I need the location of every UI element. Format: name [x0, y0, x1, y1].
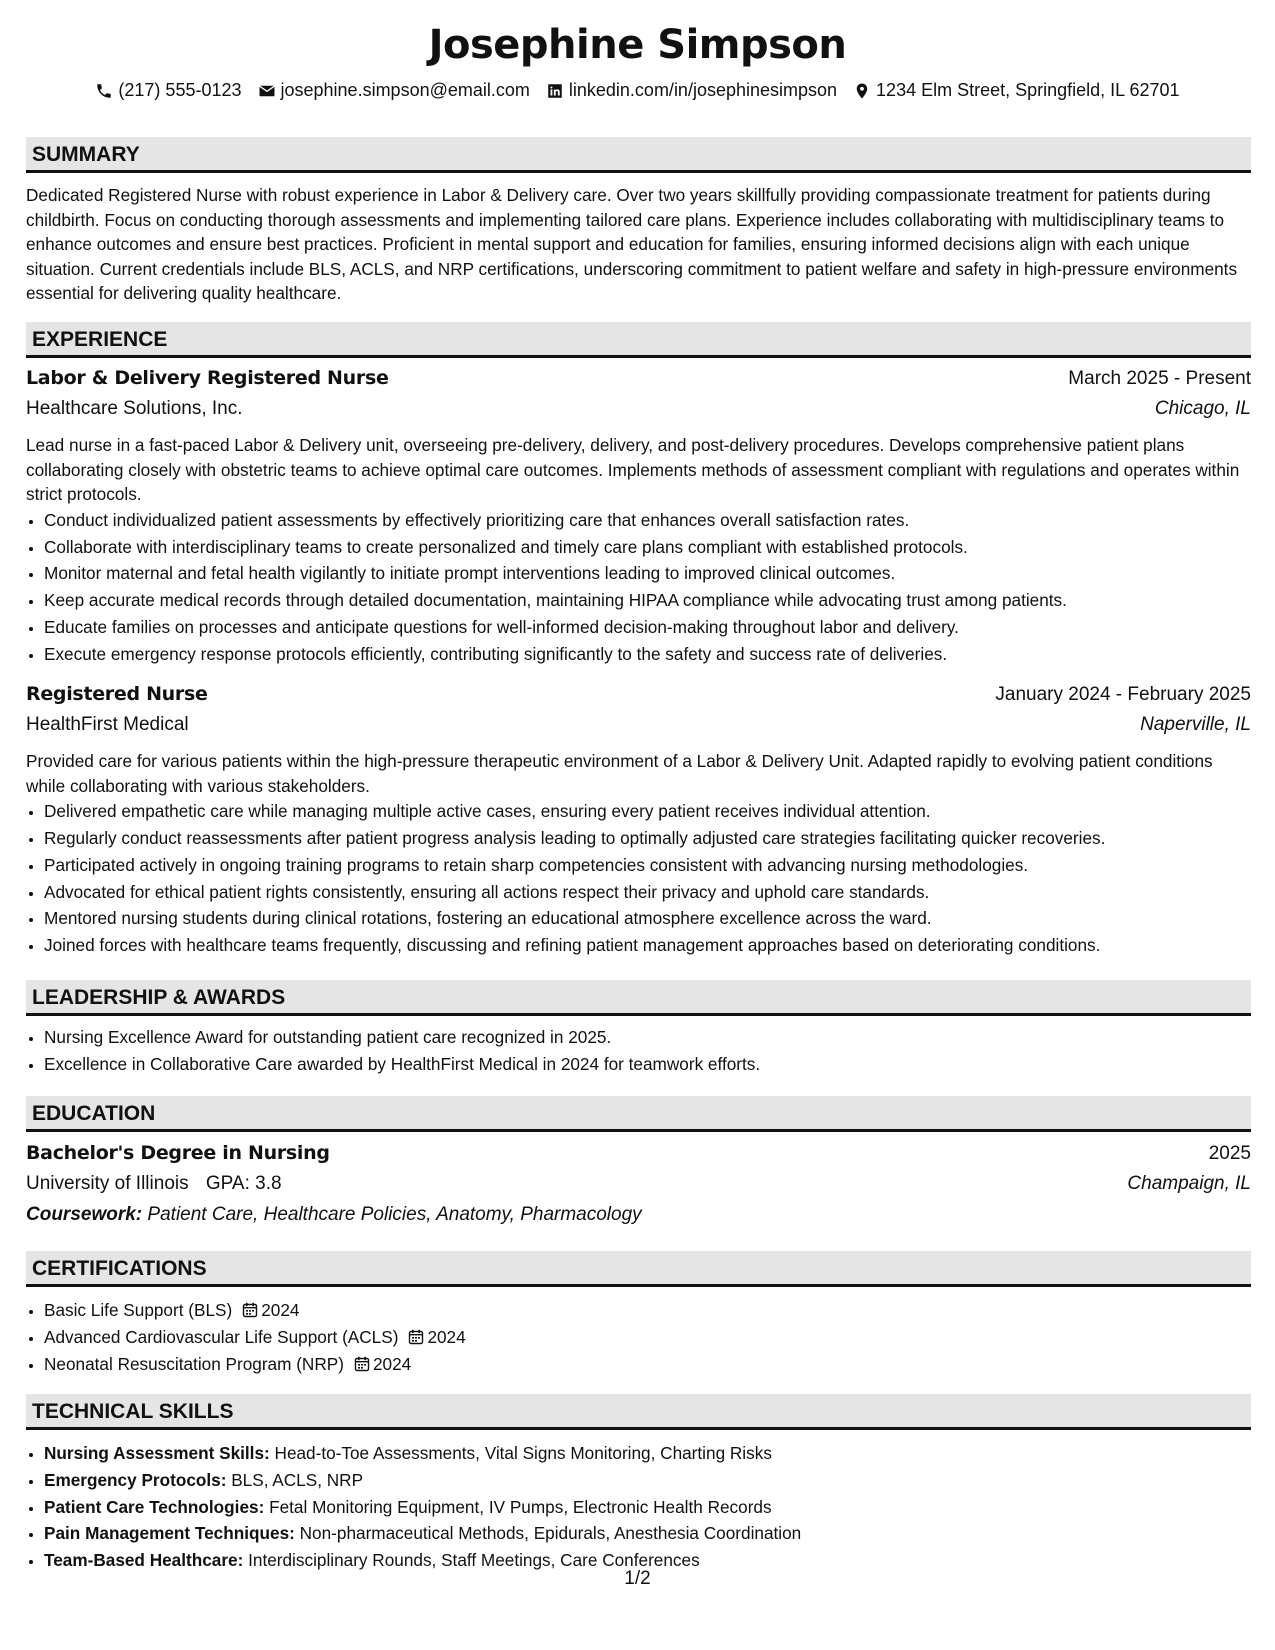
- skill-value: Non-pharmaceutical Methods, Epidurals, Anesthesia Coordination: [299, 1523, 802, 1544]
- phone-icon: [95, 82, 113, 100]
- leadership-section: [26, 1024, 1251, 1078]
- certification-year: 2024: [427, 1326, 466, 1347]
- job-bullet: • Mentored nursing students during clinical rotations, fostering an educational atmosphere excellence across the ward.: [44, 905, 1251, 932]
- graduation-year: 2025: [1208, 1143, 1251, 1164]
- skill-label: Emergency Protocols:: [44, 1469, 227, 1490]
- school-location: Champaign, IL: [1127, 1173, 1251, 1194]
- skill-label: Team-Based Healthcare:: [44, 1550, 244, 1571]
- contact-bar: [0, 80, 1275, 101]
- education-heading: EDUCATION: [26, 1096, 1251, 1132]
- job-bullet: • Execute emergency response protocols efficiently, contributing significantly to the safety and success rate of deliveries.: [44, 641, 1251, 668]
- contact-phone-text: (217) 555-0123: [118, 80, 242, 100]
- gpa: GPA: 3.8: [205, 1173, 282, 1194]
- certification-year: 2024: [261, 1300, 300, 1320]
- page-number: 1/2: [624, 1568, 651, 1589]
- leadership-heading: LEADERSHIP & AWARDS: [26, 980, 1251, 1016]
- job-entry: [26, 683, 1251, 959]
- contact-phone[interactable]: [95, 80, 241, 101]
- calendar-icon: [354, 1353, 370, 1369]
- certification-name: Neonatal Resuscitation Program (NRP): [44, 1353, 344, 1374]
- certifications-section: [26, 1297, 1251, 1377]
- job-bullets: [26, 798, 1251, 959]
- envelope-icon: [258, 82, 276, 100]
- job-title: Registered Nurse: [26, 683, 208, 705]
- contact-address-text: 1234 Elm Street, Springfield, IL 62701: [876, 80, 1180, 100]
- contact-email[interactable]: [258, 80, 530, 101]
- coursework-label: Coursework:: [26, 1204, 143, 1225]
- coursework-line: [26, 1204, 1251, 1234]
- job-dates: March 2025 - Present: [1068, 368, 1251, 389]
- skill-value: Fetal Monitoring Equipment, IV Pumps, Electronic Health Records: [269, 1496, 772, 1517]
- contact-linkedin[interactable]: [546, 80, 837, 101]
- experience-heading: EXPERIENCE: [26, 322, 1251, 358]
- job-bullet: • Monitor maternal and fetal health vigilantly to initiate prompt interventions leading to improved clinical outcomes.: [44, 560, 1251, 587]
- linkedin-icon: [546, 82, 564, 100]
- job-entry: [26, 367, 1251, 668]
- skill-item: [44, 1494, 1251, 1521]
- job-bullet: • Advocated for ethical patient rights consistently, ensuring all actions respect their privacy and uphold care standards.: [44, 879, 1251, 906]
- calendar-icon: [242, 1299, 258, 1315]
- contact-email-text: josephine.simpson@email.com: [280, 80, 530, 100]
- certification-item: [44, 1324, 1251, 1351]
- job-location: Naperville, IL: [1140, 714, 1251, 735]
- job-bullets: [26, 507, 1251, 668]
- certification-name: Basic Life Support (BLS): [44, 1300, 233, 1320]
- certification-item: [44, 1351, 1251, 1378]
- skill-value: BLS, ACLS, NRP: [231, 1469, 364, 1490]
- job-bullet: • Joined forces with healthcare teams frequently, discussing and refining patient management approaches based on deteriorating conditions.: [44, 932, 1251, 959]
- contact-address: [853, 80, 1180, 101]
- skill-label: Pain Management Techniques:: [44, 1523, 295, 1544]
- calendar-icon: [408, 1326, 424, 1342]
- job-bullet: • Participated actively in ongoing training programs to retain sharp competencies consistent with advancing nursing methodologies.: [44, 852, 1251, 879]
- job-bullet: • Keep accurate medical records through detailed documentation, maintaining HIPAA compliance while advocating trust among patients.: [44, 587, 1251, 614]
- skill-value: Head-to-Toe Assessments, Vital Signs Monitoring, Charting Risks: [274, 1443, 772, 1463]
- skills-heading: TECHNICAL SKILLS: [26, 1394, 1251, 1430]
- job-bullet: • Delivered empathetic care while managing multiple active cases, ensuring every patient receives individual attention.: [44, 798, 1251, 825]
- skills-section: [26, 1440, 1251, 1574]
- summary-heading: SUMMARY: [26, 137, 1251, 173]
- coursework-list: Patient Care, Healthcare Policies, Anatomy, Pharmacology: [147, 1204, 642, 1225]
- summary-text: Dedicated Registered Nurse with robust experience in Labor & Delivery care. Over two years skillfully providing compassionate treatment for patients during childbirth. Focus on conducting thorough assessments and implementing tailored care plans. Experience includes collaborating with multidisciplinary teams to enhance outcomes and ensure best practices. Proficient in mental support and education for families, ensuring informed decisions align with each unique situation. Current credentials include BLS, ACLS, and NRP certifications, underscoring commitment to patient welfare and safety in high-pressure environments essential for delivering quality healthcare.: [26, 185, 1238, 304]
- summary-section: [26, 183, 1251, 306]
- school-name: University of Illinois: [26, 1173, 189, 1194]
- job-bullet: • Collaborate with interdisciplinary teams to create personalized and timely care plans compliant with established protocols.: [44, 534, 1251, 561]
- job-bullet: • Conduct individualized patient assessments by effectively prioritizing care that enhances overall satisfaction rates.: [44, 507, 1251, 534]
- certification-year: 2024: [372, 1353, 412, 1374]
- skill-item: [44, 1440, 1251, 1467]
- award-item: • Excellence in Collaborative Care awarded by HealthFirst Medical in 2024 for teamwork efforts.: [44, 1051, 1251, 1078]
- skill-value: Interdisciplinary Rounds, Staff Meetings, Care Conferences: [248, 1550, 700, 1571]
- job-bullet: • Educate families on processes and anticipate questions for well-informed decision-making throughout labor and delivery.: [44, 614, 1251, 641]
- job-company: Healthcare Solutions, Inc.: [26, 398, 243, 419]
- skill-item: [44, 1520, 1251, 1547]
- skill-label: Patient Care Technologies:: [44, 1496, 265, 1517]
- job-company: HealthFirst Medical: [26, 714, 189, 735]
- map-pin-icon: [853, 82, 871, 100]
- award-item: • Nursing Excellence Award for outstanding patient care recognized in 2025.: [44, 1024, 1251, 1051]
- job-dates: January 2024 - February 2025: [995, 684, 1251, 705]
- job-bullet: • Regularly conduct reassessments after patient progress analysis leading to optimally adjusted care strategies facilitating quicker recoveries.: [44, 825, 1251, 852]
- job-description: Provided care for various patients within the high-pressure therapeutic environment of a Labor & Delivery Unit. Adapted rapidly to evolving patient conditions while collaborating with various stakeholders.: [26, 751, 1213, 796]
- skill-label: Nursing Assessment Skills:: [44, 1443, 270, 1463]
- education-section: [26, 1142, 1251, 1234]
- job-location: Chicago, IL: [1154, 398, 1251, 419]
- contact-linkedin-text: linkedin.com/in/josephinesimpson: [568, 80, 838, 100]
- skill-item: [44, 1467, 1251, 1494]
- candidate-name: Josephine Simpson: [428, 22, 847, 68]
- degree-title: Bachelor's Degree in Nursing: [26, 1142, 330, 1164]
- certification-name: Advanced Cardiovascular Life Support (ACLS): [44, 1326, 399, 1347]
- job-description: Lead nurse in a fast-paced Labor & Delivery unit, overseeing pre-delivery, delivery, and post-delivery procedures. Develops comprehensive patient plans collaborating closely with obstetric teams to achieve optimal care outcomes. Implements methods of assessment compliant with regulations and operates within strict protocols.: [26, 435, 1240, 505]
- certifications-heading: CERTIFICATIONS: [26, 1251, 1251, 1287]
- certification-item: [44, 1297, 1251, 1324]
- job-title: Labor & Delivery Registered Nurse: [26, 367, 389, 389]
